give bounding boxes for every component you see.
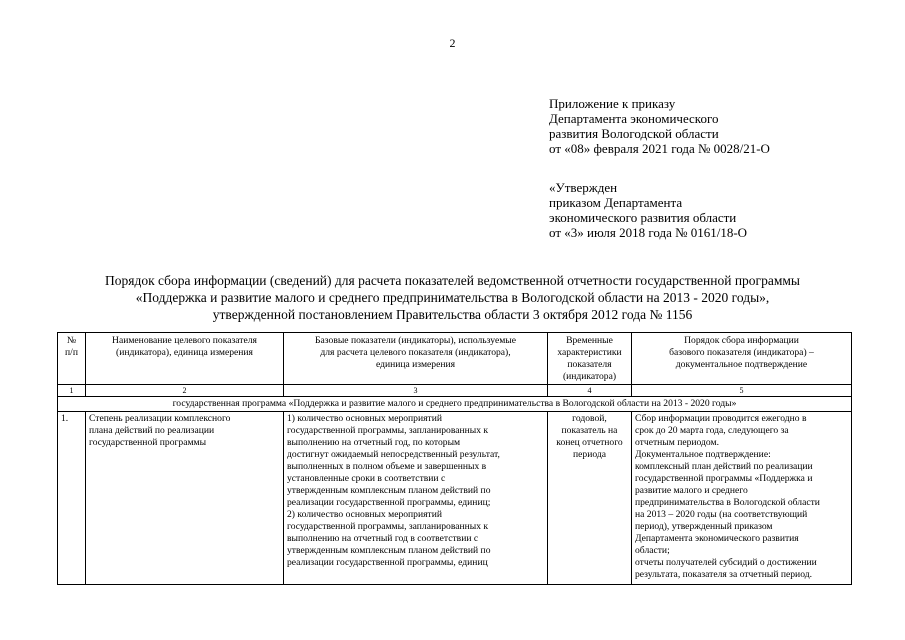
column-number: 3: [284, 385, 548, 397]
appendix-line: Департамента экономического: [549, 111, 719, 126]
collection-procedure-cell: Сбор информации проводится ежегодно в срок до 20 марта года, следующего за отчетным периодом. Документальное подтверждение: комплексный план действий по реализации государственной программы «Поддержка и развитие малого и среднего предпринимательства в Вологодской области на 2013 – 2020 годы (на соответствующий период), утвержденный приказом Департамента экономического развития области; отчеты получателей субсидий о достижении результата, показателя за отчетный период.: [632, 412, 852, 585]
base-indicators-cell: 1) количество основных мероприятий государственной программы, запланированных к выполнению на отчетный год, по которым достигнут ожидаемый непосредственный результат, выполненных в полном объеме и завершенных в установленные сроки в соответствии с утвержденным комплексным планом действий по реализации государственной программы, единиц; 2) количество основных мероприятий государственной программы, запланированных к выполнению на отчетный год в соответствии с утвержденным комплексным планом действий по реализации государственной программы, единиц: [284, 412, 548, 585]
indicator-name-cell: Степень реализации комплексного плана действий по реализации государственной программы: [86, 412, 284, 585]
page-number: 2: [449, 36, 456, 50]
column-number: 2: [86, 385, 284, 397]
header-indicator-name: Наименование целевого показателя (индикатора), единица измерения: [86, 333, 284, 385]
approved-line: экономического развития области: [549, 210, 737, 225]
header-base-indicators: Базовые показатели (индикаторы), используемые для расчета целевого показателя (индикатора), единица измерения: [284, 333, 548, 385]
row-number: 1.: [58, 412, 86, 585]
header-timing: Временные характеристики показателя (индикатора): [548, 333, 632, 385]
approved-line: от «3» июля 2018 года № 0161/18-О: [549, 225, 748, 240]
document-title: [0, 272, 905, 323]
program-row: [58, 397, 852, 412]
table-row: [58, 412, 852, 585]
header-number: № п/п: [58, 333, 86, 385]
column-number: 5: [632, 385, 852, 397]
appendix-line: развития Вологодской области: [549, 126, 719, 141]
indicator-table: [57, 332, 852, 585]
approved-block: [549, 180, 747, 240]
program-name: государственная программа «Поддержка и развитие малого и среднего предпринимательства в Вологодской области на 2013 - 2020 годы»: [58, 397, 852, 412]
table-header-row: [58, 333, 852, 385]
header-collection-procedure: Порядок сбора информации базового показателя (индикатора) – документальное подтверждение: [632, 333, 852, 385]
approved-line: приказом Департамента: [549, 195, 683, 210]
approved-line: «Утвержден: [549, 180, 618, 195]
appendix-line: от «08» февраля 2021 года № 0028/21-О: [549, 141, 770, 156]
title-line: утвержденной постановлением Правительства области 3 октября 2012 года № 1156: [212, 307, 693, 322]
column-number-row: [58, 385, 852, 397]
title-line: «Поддержка и развитие малого и среднего предпринимательства в Вологодской области на 2013 - 2020 годы»,: [135, 290, 770, 305]
column-number: 1: [58, 385, 86, 397]
title-line: Порядок сбора информации (сведений) для расчета показателей ведомственной отчетности государственной программы: [105, 273, 800, 288]
column-number: 4: [548, 385, 632, 397]
appendix-block: [549, 96, 770, 156]
appendix-line: Приложение к приказу: [549, 96, 676, 111]
timing-cell: годовой, показатель на конец отчетного периода: [548, 412, 632, 585]
